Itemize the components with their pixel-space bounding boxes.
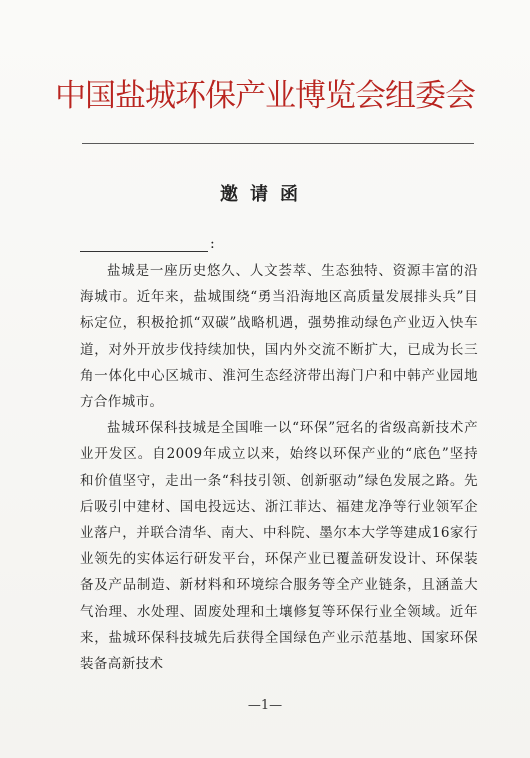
organization-title: 中国盐城环保产业博览会组委会 (55, 78, 475, 114)
header-divider (82, 143, 474, 144)
paragraph-1: 盐城是一座历史悠久、人文荟萃、生态独特、资源丰富的沿海城市。近年来，盐城围绕“勇当沿海地区高质量发展排头兵”目标定位，积极抢抓“双碳”战略机遇，强势推动绿色产业迈入快车道，对外开放步伐持续加快，国内外交流不断扩大，已成为长三角一体化中心区城市、淮河生态经济带出海门户和中韩产业园地方合作城市。 (80, 263, 478, 411)
paragraph-2: 盐城环保科技城是全国唯一以“环保”冠名的省级高新技术产业开发区。自2009年成立以来，始终以环保产业的“底色”坚持和价值坚守，走出一条“科技引领、创新驱动”绿色发展之路。先后吸引中建材、国电投远达、浙江菲达、福建龙净等行业领军企业落户，并联合清华、南大、中科院、墨尔本大学等建成16家行业领先的实体运行研发平台，环保产业已覆盖研发设计、环保装备及产品制造、新材料和环境综合服务等全产业链条，且涵盖大气治理、水处理、固废处理和土壤修复等环保行业全领域。近年来，盐城环保科技城先后获得全国绿色产业示范基地、国家环保装备高新技术 (80, 420, 478, 673)
page-number: —1— (247, 698, 283, 713)
salutation-colon: : (210, 236, 215, 252)
document-title: 邀请函 (220, 184, 310, 205)
document-body (80, 258, 478, 677)
salutation-line (80, 236, 215, 256)
recipient-blank (80, 237, 208, 252)
